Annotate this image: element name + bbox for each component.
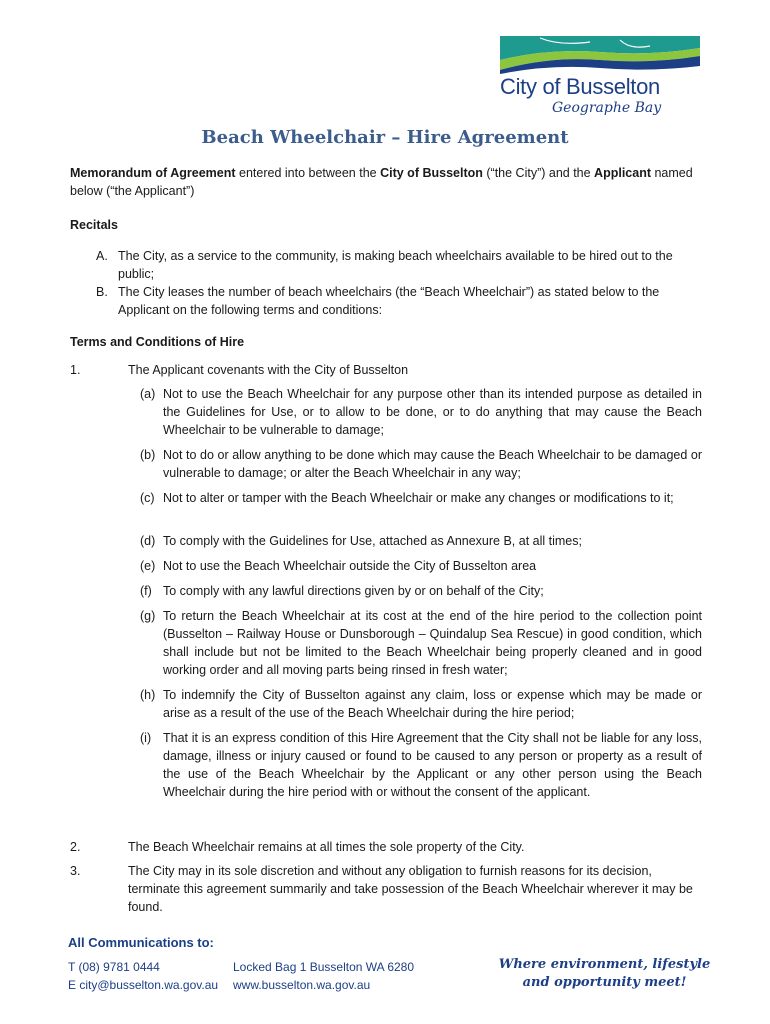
sub-clause-letter: (g) (140, 609, 156, 623)
clause-number: 1. (70, 363, 81, 377)
recital-text: The City, as a service to the community, is making beach wheelchairs available to be hired out to the public; (118, 249, 673, 281)
sub-clause-h (140, 686, 702, 722)
footer-tagline (492, 956, 717, 992)
logo-waves-graphic (500, 32, 700, 74)
sub-clause-text: Not to use the Beach Wheelchair for any purpose other than its intended purpose as detailed in the Guidelines for Use, or to allow to be done, or to do anything that may cause the Beach Wheelchair to be vulnerable to damage; (163, 387, 702, 437)
sub-clause-text: To indemnify the City of Busselton against any claim, loss or expense which may be made or arise as a result of the use of the Beach Wheelchair during the hire period; (163, 688, 702, 720)
intro-text-1: entered into between the (235, 166, 381, 180)
tagline-line-1: Where environment, lifestyle (498, 957, 711, 972)
intro-text-3: named below (“the Applicant”) (70, 166, 693, 198)
clause-text: The City may in its sole discretion and without any obligation to furnish reasons for its decision, terminate this agreement summarily and take possession of the Beach Wheelchair wherever it may be found. (128, 864, 693, 914)
sub-clause-e (140, 557, 702, 575)
recital-letter: A. (96, 249, 108, 263)
clause-1 (70, 361, 702, 379)
footer-website: www.busselton.wa.gov.au (233, 978, 371, 992)
sub-clause-letter: (e) (140, 559, 156, 573)
intro-bold-2: City of Busselton (380, 166, 483, 180)
clause-number: 3. (70, 864, 81, 878)
clause-text: The Beach Wheelchair remains at all times the sole property of the City. (128, 840, 525, 854)
sub-clause-text: To comply with the Guidelines for Use, attached as Annexure B, at all times; (163, 534, 582, 548)
sub-clause-letter: (b) (140, 448, 156, 462)
intro-bold-1: Memorandum of Agreement (70, 166, 236, 180)
intro-text-2: (“the City”) and the (482, 166, 595, 180)
recital-item (96, 283, 702, 319)
sub-clause-g (140, 607, 702, 679)
sub-clause-i (140, 729, 702, 801)
sub-clause-text: Not to use the Beach Wheelchair outside the City of Busselton area (163, 559, 537, 573)
sub-clause-c (140, 489, 702, 507)
clause-3 (70, 862, 702, 916)
sub-clause-letter: (d) (140, 534, 156, 548)
clause-number: 2. (70, 840, 81, 854)
sub-clause-letter: (h) (140, 688, 156, 702)
footer-heading: All Communications to: (68, 935, 214, 950)
sub-clause-a (140, 385, 702, 439)
intro-bold-3: Applicant (594, 166, 651, 180)
document-title: Beach Wheelchair – Hire Agreement (201, 127, 569, 148)
footer-email: E city@busselton.wa.gov.au (68, 978, 219, 992)
recitals-list (96, 247, 702, 319)
intro-paragraph (70, 164, 702, 200)
footer-contact (68, 958, 218, 994)
footer-address: Locked Bag 1 Busselton WA 6280 (233, 960, 415, 974)
sub-clause-letter: (c) (140, 491, 155, 505)
clause-2 (70, 838, 702, 856)
sub-clause-letter: (a) (140, 387, 156, 401)
sub-clause-f (140, 582, 702, 600)
sub-clause-letter: (f) (140, 584, 152, 598)
footer-address-block (233, 958, 414, 994)
sub-clause-text: Not to alter or tamper with the Beach Wheelchair or make any changes or modifications to it; (163, 491, 674, 505)
sub-clause-b (140, 446, 702, 482)
recital-text: The City leases the number of beach wheelchairs (the “Beach Wheelchair”) as stated below to the Applicant on the following terms and conditions: (118, 285, 660, 317)
recital-item (96, 247, 702, 283)
recitals-heading: Recitals (70, 218, 118, 232)
sub-clause-d (140, 532, 702, 550)
sub-clause-text: Not to do or allow anything to be done which may cause the Beach Wheelchair to be damaged or vulnerable to damage; or alter the Beach Wheelchair in any way; (163, 448, 702, 480)
sub-clause-text: To return the Beach Wheelchair at its cost at the end of the hire period to the collection point (Busselton – Railway House or Dunsborough – Quindalup Sea Rescue) in good condition, which shall include but not be limited to the Beach Wheelchair being properly cleaned and in good working order and all moving parts being rinsed in fresh water; (163, 609, 702, 677)
footer-phone: T (08) 9781 0444 (68, 960, 160, 974)
sub-clause-text: That it is an express condition of this Hire Agreement that the City shall not be liable for any loss, damage, illness or injury caused or found to be caused to any person or property as a result of the use of the Beach Wheelchair by the Applicant or any other person using the Beach Wheelchair during the hire period with or without the consent of the applicant. (163, 731, 702, 799)
terms-heading: Terms and Conditions of Hire (70, 335, 245, 349)
logo-subtitle: Geographe Bay (552, 100, 662, 116)
recital-letter: B. (96, 285, 108, 299)
sub-clause-text: To comply with any lawful directions given by or on behalf of the City; (163, 584, 544, 598)
city-logo (500, 32, 700, 124)
sub-clause-letter: (i) (140, 731, 152, 745)
logo-name: City of Busselton (500, 74, 660, 99)
clause-text: The Applicant covenants with the City of Busselton (128, 363, 409, 377)
tagline-line-2: and opportunity meet! (522, 975, 687, 990)
